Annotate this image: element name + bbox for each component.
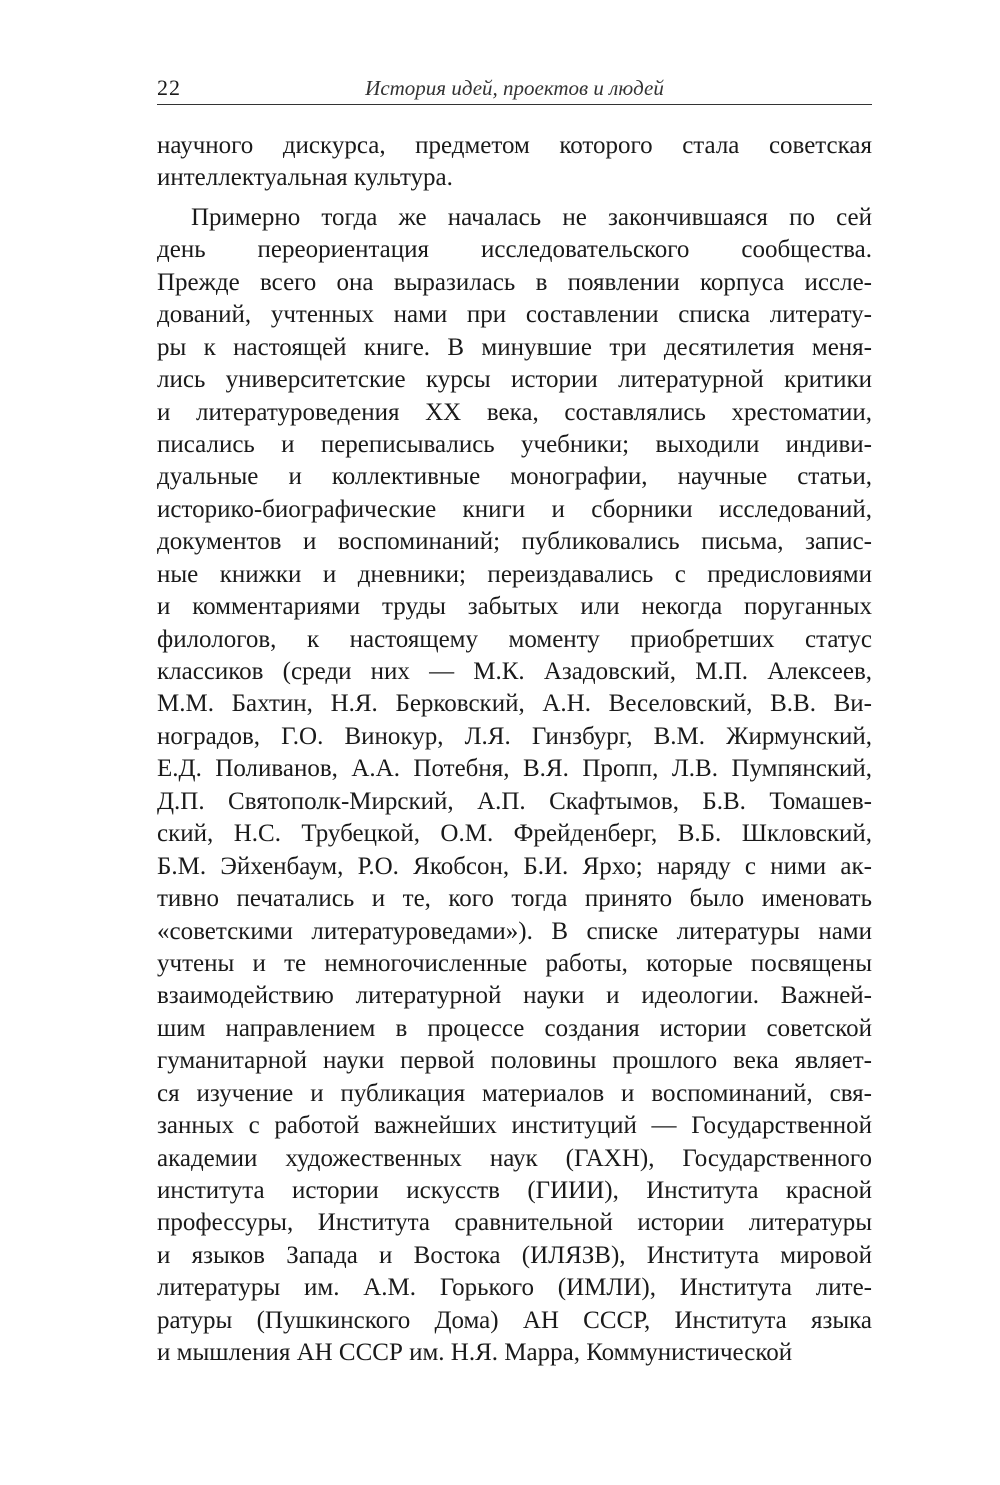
- text-line: взаимодействию литературной науки и идеологии. Важней-: [157, 982, 872, 1010]
- text-line: ные книжки и дневники; переиздавались с предисловиями: [157, 560, 872, 588]
- text-line: научного дискурса, предметом которого стала советская: [157, 132, 872, 159]
- text-line: «советскими литературоведами»). В списке литературы нами: [157, 917, 872, 945]
- text-line: историко-биографические книги и сборники исследований,: [157, 495, 872, 523]
- text-line: дований, учтенных нами при составлении списка литерату-: [157, 301, 872, 329]
- text-line: тивно печатались и те, кого тогда принято было именовать: [157, 885, 872, 913]
- text-line: Д.П. Святополк-Мирский, А.П. Скафтымов, Б.В. Томашев-: [157, 787, 872, 815]
- page-number: 22: [157, 75, 181, 100]
- text-line: Е.Д. Поливанов, А.А. Потебня, В.Я. Пропп, Л.В. Пумпянский,: [157, 755, 872, 783]
- text-line: и мышления АН СССР им. Н.Я. Марра, Коммунистической: [157, 1339, 793, 1367]
- text-line: ский, Н.С. Трубецкой, О.М. Фрейденберг, В.Б. Шкловский,: [157, 820, 872, 848]
- text-line: гуманитарной науки первой половины прошлого века являет-: [157, 1047, 872, 1075]
- text-line: и литературоведения XX века, составлялись хрестоматии,: [157, 398, 872, 426]
- text-line: и комментариями труды забытых или некогда поруганных: [157, 593, 872, 621]
- text-line: Прежде всего она выразилась в появлении корпуса иссле-: [157, 268, 872, 296]
- paragraph-2: [157, 202, 872, 1370]
- text-line: ноградов, Г.О. Винокур, Л.Я. Гинзбург, В.М. Жирмунский,: [157, 722, 872, 750]
- text-line: шим направлением в процессе создания истории советской: [157, 1014, 872, 1042]
- text-line: учтены и те немногочисленные работы, которые посвящены: [157, 949, 872, 977]
- text-line: профессуры, Института сравнительной истории литературы: [157, 1209, 872, 1237]
- running-head: [157, 70, 872, 105]
- text-line: и языков Запада и Востока (ИЛЯЗВ), Института мировой: [157, 1241, 872, 1269]
- text-line: института истории искусств (ГИИИ), Института красной: [157, 1177, 872, 1204]
- body-text: [157, 130, 872, 1370]
- text-line: ратуры (Пушкинского Дома) АН СССР, Института языка: [157, 1306, 872, 1334]
- paragraph-1: [157, 130, 872, 195]
- text-line: литературы им. А.М. Горького (ИМЛИ), Института лите-: [157, 1274, 872, 1302]
- text-line: классиков (среди них — М.К. Азадовский, М.П. Алексеев,: [157, 658, 872, 685]
- text-line: ся изучение и публикация материалов и воспоминаний, свя-: [157, 1079, 872, 1107]
- text-line: интеллектуальная культура.: [157, 164, 453, 192]
- running-title: История идей, проектов и людей: [365, 76, 664, 100]
- text-line: дуальные и коллективные монографии, научные статьи,: [157, 463, 872, 491]
- paragraph-gap: [157, 195, 872, 202]
- text-line: лись университетские курсы истории литературной критики: [157, 366, 872, 394]
- text-line: ры к настоящей книге. В минувшие три десятилетия меня-: [157, 333, 872, 361]
- text-line: Б.М. Эйхенбаум, Р.О. Якобсон, Б.И. Ярхо; наряду с ними ак-: [157, 852, 872, 880]
- text-line: занных с работой важнейших институций — Государственной: [157, 1112, 872, 1140]
- text-line: Примерно тогда же началась не закончившаяся по сей: [191, 203, 872, 231]
- text-line: М.М. Бахтин, Н.Я. Берковский, А.Н. Веселовский, В.В. Ви-: [157, 690, 872, 718]
- text-line: академии художественных наук (ГАХН), Государственного: [157, 1144, 872, 1172]
- text-line: день переориентация исследовательского сообщества.: [157, 236, 872, 264]
- text-line: писались и переписывались учебники; выходили индиви-: [157, 430, 872, 458]
- text-line: документов и воспоминаний; публиковались письма, запис-: [157, 528, 872, 556]
- text-line: филологов, к настоящему моменту приобретших статус: [157, 625, 872, 653]
